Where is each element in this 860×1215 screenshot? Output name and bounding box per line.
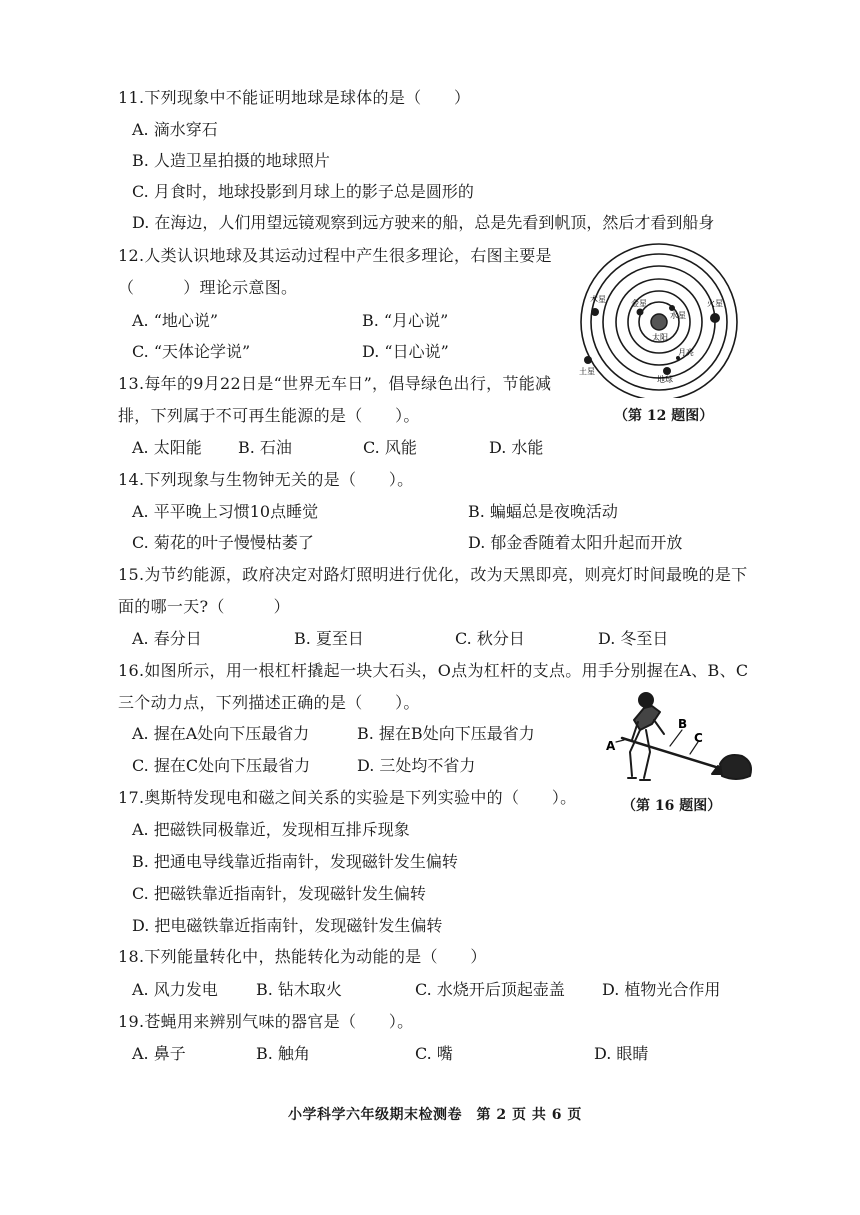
q19-option-c: C. 嘴 [415, 1044, 453, 1063]
q18-stem: 18.下列能量转化中，热能转化为动能的是（ ） [118, 947, 487, 966]
q13-stem-line2: 排，下列属于不可再生能源的是（ ）。 [118, 406, 420, 425]
mars-icon [710, 313, 720, 323]
q16-option-c: C. 握在C处向下压最省力 [132, 756, 311, 775]
q13-stem-line1: 13.每年的9月22日是“世界无车日”，倡导绿色出行，节能减 [118, 374, 552, 393]
q13-option-d: D. 水能 [489, 438, 544, 457]
q12-option-b: B. “月心说” [362, 311, 449, 330]
q19-option-a: A. 鼻子 [132, 1044, 186, 1063]
venus-icon [637, 309, 644, 316]
q14-stem: 14.下列现象与生物钟无关的是（ ）。 [118, 470, 414, 489]
q15-option-c: C. 秋分日 [455, 629, 525, 648]
q19-stem: 19.苍蝇用来辨别气味的器官是（ ）。 [118, 1012, 414, 1031]
jupiter-icon [591, 308, 599, 316]
q19-option-b: B. 触角 [256, 1044, 310, 1063]
q16-option-b: B. 握在B处向下压最省力 [357, 724, 535, 743]
q12-stem-line1: 12.人类认识地球及其运动过程中产生很多理论，右图主要是 [118, 246, 552, 265]
page-footer: 小学科学六年级期末检测卷 第 2 页 共 6 页 [288, 1107, 582, 1123]
venus-label: 金星 [631, 299, 647, 308]
q14-option-c: C. 菊花的叶子慢慢枯萎了 [132, 533, 314, 552]
earth-icon [663, 367, 671, 375]
q14-option-b: B. 蝙蝠总是夜晚活动 [468, 502, 618, 521]
q11-stem: 11.下列现象中不能证明地球是球体的是（ ） [118, 88, 471, 107]
figure-16-caption: （第 16 题图） [622, 798, 722, 814]
sun-label: 太阳 [652, 333, 668, 342]
q12-stem-line2: （ ）理论示意图。 [118, 278, 298, 297]
q12-option-c: C. “天体论学说” [132, 342, 251, 361]
figure-16-lever-illustration [604, 690, 754, 790]
q11-option-d: D. 在海边，人们用望远镜观察到远方驶来的船，总是先看到帆顶，然后才看到船身 [132, 213, 715, 232]
saturn-icon [584, 356, 592, 364]
q19-option-d: D. 眼睛 [594, 1044, 649, 1063]
q13-option-b: B. 石油 [238, 438, 292, 457]
q11-option-c: C. 月食时，地球投影到月球上的影子总是圆形的 [132, 182, 474, 201]
q16-option-d: D. 三处均不省力 [357, 756, 476, 775]
q15-option-a: A. 春分日 [132, 629, 202, 648]
q11-option-a: A. 滴水穿石 [132, 120, 218, 139]
q17-option-d: D. 把电磁铁靠近指南针，发现磁针发生偏转 [132, 916, 443, 935]
moon-label: 月亮 [678, 348, 694, 357]
q17-option-a: A. 把磁铁同极靠近，发现相互排斥现象 [132, 820, 410, 839]
mercury-label: 水星 [670, 311, 686, 320]
figure-12-solar-system-diagram [574, 242, 756, 398]
q15-stem-line2: 面的哪一天?（ ） [118, 597, 290, 616]
q11-option-b: B. 人造卫星拍摄的地球照片 [132, 151, 330, 170]
q15-option-b: B. 夏至日 [294, 629, 364, 648]
q17-option-b: B. 把通电导线靠近指南针，发现磁针发生偏转 [132, 852, 458, 871]
saturn-label: 土星 [579, 367, 595, 376]
lever-point-a-label: A [606, 739, 616, 753]
figure-12-caption: （第 12 题图） [614, 408, 714, 424]
sun-icon [651, 314, 667, 330]
q16-stem-line2: 三个动力点，下列描述正确的是（ ）。 [118, 693, 420, 712]
q15-stem-line1: 15.为节约能源，政府决定对路灯照明进行优化，改为天黑即亮，则亮灯时间最晚的是下 [118, 565, 748, 584]
q13-option-c: C. 风能 [363, 438, 417, 457]
q14-option-d: D. 郁金香随着太阳升起而开放 [468, 533, 683, 552]
q17-option-c: C. 把磁铁靠近指南针，发现磁针发生偏转 [132, 884, 426, 903]
jupiter-label: 木星 [590, 295, 606, 304]
lever-point-b-label: B [678, 717, 688, 731]
q16-option-a: A. 握在A处向下压最省力 [132, 724, 310, 743]
q15-option-d: D. 冬至日 [598, 629, 669, 648]
lever-point-c-label: C [694, 731, 703, 745]
mars-label: 火星 [707, 299, 723, 308]
earth-label: 地球 [657, 375, 673, 384]
q16-stem-line1: 16.如图所示，用一根杠杆撬起一块大石头，O点为杠杆的支点。用手分别握在A、B、C [118, 661, 749, 680]
q14-option-a: A. 平平晚上习惯10点睡觉 [132, 502, 319, 521]
q17-stem: 17.奥斯特发现电和磁之间关系的实验是下列实验中的（ ）。 [118, 788, 577, 807]
q18-option-c: C. 水烧开后顶起壶盖 [415, 980, 565, 999]
q12-option-a: A. “地心说” [132, 311, 219, 330]
q12-option-d: D. “日心说” [362, 342, 449, 361]
q13-option-a: A. 太阳能 [132, 438, 202, 457]
q18-option-b: B. 钻木取火 [256, 980, 342, 999]
q18-option-d: D. 植物光合作用 [602, 980, 721, 999]
q18-option-a: A. 风力发电 [132, 980, 218, 999]
